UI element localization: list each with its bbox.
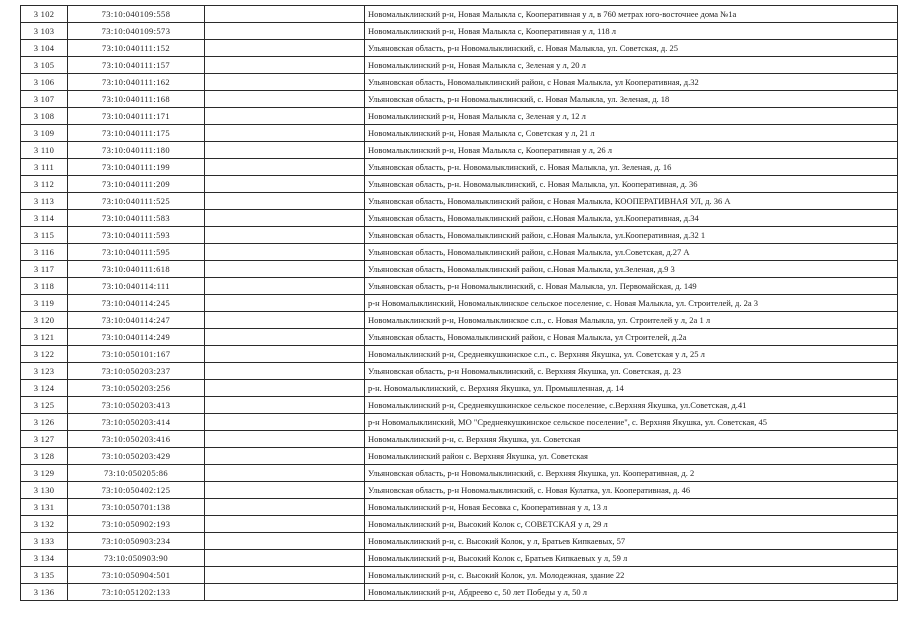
address-cell: р-н Новомалыклинский, Новомалыклинское сельское поселение, с. Новая Малыкла, ул. Строителей, д. 2а 3 (365, 295, 898, 312)
table-row (21, 244, 898, 261)
address-cell: р-н. Новомалыклинский, с. Верхняя Якушка, ул. Промышленная, д. 14 (365, 380, 898, 397)
cadastral-number-cell: 73:10:051202:133 (68, 584, 205, 601)
row-number-cell: 3 120 (21, 312, 68, 329)
cadastral-number-cell: 73:10:050205:86 (68, 465, 205, 482)
table-row (21, 142, 898, 159)
empty-cell (205, 6, 365, 23)
empty-cell (205, 23, 365, 40)
address-cell: Ульяновская область, Новомалыклинский район, с Новая Малыкла, ул Кооперативная, д.32 (365, 74, 898, 91)
table-row (21, 312, 898, 329)
empty-cell (205, 499, 365, 516)
row-number-cell: 3 124 (21, 380, 68, 397)
table-row (21, 6, 898, 23)
cadastral-number-cell: 73:10:040111:199 (68, 159, 205, 176)
cadastral-number-cell: 73:10:040111:593 (68, 227, 205, 244)
cadastral-number-cell: 73:10:040111:209 (68, 176, 205, 193)
empty-cell (205, 567, 365, 584)
empty-cell (205, 193, 365, 210)
cadastral-number-cell: 73:10:040109:573 (68, 23, 205, 40)
row-number-cell: 3 105 (21, 57, 68, 74)
cadastral-number-cell: 73:10:050203:429 (68, 448, 205, 465)
address-cell: Новомалыклинский р-н, Новая Малыкла с, Зеленая у л, 20 л (365, 57, 898, 74)
address-cell: р-н Новомалыклинский, МО "Среднеякушкинское сельское поселение", с. Верхняя Якушка, ул. Советская, 45 (365, 414, 898, 431)
table-row (21, 567, 898, 584)
empty-cell (205, 414, 365, 431)
table-row (21, 40, 898, 57)
row-number-cell: 3 113 (21, 193, 68, 210)
empty-cell (205, 57, 365, 74)
cadastral-number-cell: 73:10:050203:414 (68, 414, 205, 431)
address-cell: Ульяновская область, Новомалыклинский район, с Новая Малыкла, ул Строителей, д.2а (365, 329, 898, 346)
row-number-cell: 3 128 (21, 448, 68, 465)
row-number-cell: 3 116 (21, 244, 68, 261)
table-row (21, 550, 898, 567)
empty-cell (205, 142, 365, 159)
table-row (21, 57, 898, 74)
cadastral-number-cell: 73:10:050903:90 (68, 550, 205, 567)
table-row (21, 584, 898, 601)
address-cell: Ульяновская область, р-н Новомалыклинский, с. Новая Малыкла, ул. Зеленая, д. 18 (365, 91, 898, 108)
empty-cell (205, 363, 365, 380)
address-cell: Новомалыклинский район с. Верхняя Якушка, ул. Советская (365, 448, 898, 465)
table-row (21, 482, 898, 499)
cadastral-number-cell: 73:10:040114:249 (68, 329, 205, 346)
address-cell: Ульяновская область, Новомалыклинский район, с.Новая Малыкла, ул.Кооперативная, д.32 1 (365, 227, 898, 244)
row-number-cell: 3 117 (21, 261, 68, 278)
cadastral-number-cell: 73:10:050701:138 (68, 499, 205, 516)
address-cell: Ульяновская область, р-н Новомалыклинский, с. Верхняя Якушка, ул. Кооперативная, д. 2 (365, 465, 898, 482)
cadastral-number-cell: 73:10:050904:501 (68, 567, 205, 584)
address-cell: Ульяновская область, Новомалыклинский район, с.Новая Малыкла, ул.Зеленая, д.9 3 (365, 261, 898, 278)
address-cell: Ульяновская область, р-н. Новомалыклинский, с. Новая Малыкла, ул. Кооперативная, д. 36 (365, 176, 898, 193)
table-row (21, 159, 898, 176)
row-number-cell: 3 130 (21, 482, 68, 499)
cadastral-number-cell: 73:10:040111:152 (68, 40, 205, 57)
row-number-cell: 3 109 (21, 125, 68, 142)
row-number-cell: 3 114 (21, 210, 68, 227)
row-number-cell: 3 136 (21, 584, 68, 601)
empty-cell (205, 74, 365, 91)
table-row (21, 516, 898, 533)
row-number-cell: 3 125 (21, 397, 68, 414)
cadastral-number-cell: 73:10:040111:595 (68, 244, 205, 261)
row-number-cell: 3 133 (21, 533, 68, 550)
empty-cell (205, 91, 365, 108)
table-row (21, 108, 898, 125)
address-cell: Ульяновская область, р-н. Новомалыклинский, с. Новая Малыкла, ул. Зеленая, д. 16 (365, 159, 898, 176)
address-cell: Новомалыклинский р-н, Новая Малыкла с, Советская у л, 21 л (365, 125, 898, 142)
cadastral-number-cell: 73:10:040109:558 (68, 6, 205, 23)
empty-cell (205, 210, 365, 227)
address-cell: Новомалыклинский р-н, Новая Бесовка с, Кооперативная у л, 13 л (365, 499, 898, 516)
cadastral-number-cell: 73:10:050402:125 (68, 482, 205, 499)
cadastral-number-cell: 73:10:040114:247 (68, 312, 205, 329)
address-cell: Ульяновская область, Новомалыклинский район, с Новая Малыкла, КООПЕРАТИВНАЯ УЛ, д. 36 А (365, 193, 898, 210)
empty-cell (205, 482, 365, 499)
cadastral-number-cell: 73:10:040111:171 (68, 108, 205, 125)
table-row (21, 363, 898, 380)
table-row (21, 499, 898, 516)
row-number-cell: 3 129 (21, 465, 68, 482)
address-cell: Новомалыклинский р-н, с. Высокий Колок, ул. Молодежная, здание 22 (365, 567, 898, 584)
row-number-cell: 3 119 (21, 295, 68, 312)
empty-cell (205, 550, 365, 567)
address-cell: Новомалыклинский р-н, Абдреево с, 50 лет Победы у л, 50 л (365, 584, 898, 601)
cadastral-number-cell: 73:10:050101:167 (68, 346, 205, 363)
table-row (21, 193, 898, 210)
row-number-cell: 3 111 (21, 159, 68, 176)
cadastral-number-cell: 73:10:050203:256 (68, 380, 205, 397)
register-table-body (21, 6, 898, 601)
table-row (21, 278, 898, 295)
table-row (21, 125, 898, 142)
row-number-cell: 3 108 (21, 108, 68, 125)
empty-cell (205, 533, 365, 550)
empty-cell (205, 312, 365, 329)
cadastral-number-cell: 73:10:050902:193 (68, 516, 205, 533)
address-cell: Новомалыклинский р-н, Новая Малыкла с, Кооперативная у л, 118 л (365, 23, 898, 40)
table-row (21, 448, 898, 465)
row-number-cell: 3 103 (21, 23, 68, 40)
table-row (21, 210, 898, 227)
empty-cell (205, 40, 365, 57)
row-number-cell: 3 118 (21, 278, 68, 295)
empty-cell (205, 516, 365, 533)
row-number-cell: 3 134 (21, 550, 68, 567)
table-row (21, 23, 898, 40)
row-number-cell: 3 110 (21, 142, 68, 159)
address-cell: Ульяновская область, р-н Новомалыклинский, с. Новая Кулатка, ул. Кооперативная, д. 46 (365, 482, 898, 499)
row-number-cell: 3 112 (21, 176, 68, 193)
cadastral-number-cell: 73:10:050903:234 (68, 533, 205, 550)
cadastral-number-cell: 73:10:050203:237 (68, 363, 205, 380)
address-cell: Новомалыклинский р-н, Новомалыклинское с.п., с. Новая Малыкла, ул. Строителей у л, 2а 1 л (365, 312, 898, 329)
empty-cell (205, 397, 365, 414)
row-number-cell: 3 127 (21, 431, 68, 448)
empty-cell (205, 261, 365, 278)
cadastral-number-cell: 73:10:040111:618 (68, 261, 205, 278)
cadastral-number-cell: 73:10:050203:416 (68, 431, 205, 448)
empty-cell (205, 295, 365, 312)
address-cell: Новомалыклинский р-н, Среднеякушкинское с.п., с. Верхняя Якушка, ул. Советская у л, 25 л (365, 346, 898, 363)
table-row (21, 533, 898, 550)
table-row (21, 176, 898, 193)
table-row (21, 227, 898, 244)
cadastral-number-cell: 73:10:040111:162 (68, 74, 205, 91)
address-cell: Ульяновская область, Новомалыклинский район, с.Новая Малыкла, ул.Кооперативная, д.34 (365, 210, 898, 227)
empty-cell (205, 380, 365, 397)
address-cell: Новомалыклинский р-н, Высокий Колок с, СОВЕТСКАЯ у л, 29 л (365, 516, 898, 533)
table-row (21, 397, 898, 414)
empty-cell (205, 448, 365, 465)
empty-cell (205, 159, 365, 176)
row-number-cell: 3 115 (21, 227, 68, 244)
table-row (21, 346, 898, 363)
empty-cell (205, 108, 365, 125)
empty-cell (205, 584, 365, 601)
address-cell: Ульяновская область, р-н Новомалыклинский, с. Верхняя Якушка, ул. Советская, д. 23 (365, 363, 898, 380)
address-cell: Ульяновская область, р-н Новомалыклинский, с. Новая Малыкла, ул. Советская, д. 25 (365, 40, 898, 57)
address-cell: Новомалыклинский р-н, с. Верхняя Якушка, ул. Советская (365, 431, 898, 448)
row-number-cell: 3 104 (21, 40, 68, 57)
empty-cell (205, 125, 365, 142)
table-row (21, 295, 898, 312)
address-cell: Новомалыклинский р-н, Новая Малыкла с, Зеленая у л, 12 л (365, 108, 898, 125)
table-row (21, 261, 898, 278)
cadastral-number-cell: 73:10:040111:525 (68, 193, 205, 210)
empty-cell (205, 278, 365, 295)
empty-cell (205, 176, 365, 193)
empty-cell (205, 431, 365, 448)
row-number-cell: 3 132 (21, 516, 68, 533)
row-number-cell: 3 102 (21, 6, 68, 23)
table-row (21, 431, 898, 448)
table-row (21, 414, 898, 431)
address-cell: Новомалыклинский р-н, Среднеякушкинское сельское поселение, с.Верхняя Якушка, ул.Советская, д.41 (365, 397, 898, 414)
empty-cell (205, 244, 365, 261)
address-cell: Новомалыклинский р-н, с. Высокий Колок, у л, Братьев Кипкаевых, 57 (365, 533, 898, 550)
cadastral-number-cell: 73:10:040114:245 (68, 295, 205, 312)
row-number-cell: 3 131 (21, 499, 68, 516)
table-row (21, 91, 898, 108)
table-row (21, 74, 898, 91)
property-register-table (20, 5, 898, 601)
row-number-cell: 3 107 (21, 91, 68, 108)
address-cell: Ульяновская область, р-н Новомалыклинский, с. Новая Малыкла, ул. Первомайская, д. 149 (365, 278, 898, 295)
address-cell: Новомалыклинский р-н, Новая Малыкла с, Кооперативная у л, 26 л (365, 142, 898, 159)
row-number-cell: 3 123 (21, 363, 68, 380)
empty-cell (205, 329, 365, 346)
table-row (21, 380, 898, 397)
cadastral-number-cell: 73:10:040111:175 (68, 125, 205, 142)
cadastral-number-cell: 73:10:050203:413 (68, 397, 205, 414)
empty-cell (205, 227, 365, 244)
cadastral-number-cell: 73:10:040111:583 (68, 210, 205, 227)
cadastral-number-cell: 73:10:040114:111 (68, 278, 205, 295)
row-number-cell: 3 106 (21, 74, 68, 91)
address-cell: Ульяновская область, Новомалыклинский район, с.Новая Малыкла, ул.Советская, д.27 А (365, 244, 898, 261)
cadastral-number-cell: 73:10:040111:157 (68, 57, 205, 74)
cadastral-number-cell: 73:10:040111:168 (68, 91, 205, 108)
row-number-cell: 3 121 (21, 329, 68, 346)
cadastral-number-cell: 73:10:040111:180 (68, 142, 205, 159)
table-row (21, 465, 898, 482)
empty-cell (205, 465, 365, 482)
row-number-cell: 3 122 (21, 346, 68, 363)
empty-cell (205, 346, 365, 363)
row-number-cell: 3 126 (21, 414, 68, 431)
row-number-cell: 3 135 (21, 567, 68, 584)
address-cell: Новомалыклинский р-н, Новая Малыкла с, Кооперативная у л, в 760 метрах юго-восточнее дома №1а (365, 6, 898, 23)
address-cell: Новомалыклинский р-н, Высокий Колок с, Братьев Кипкаевых у л, 59 л (365, 550, 898, 567)
table-row (21, 329, 898, 346)
